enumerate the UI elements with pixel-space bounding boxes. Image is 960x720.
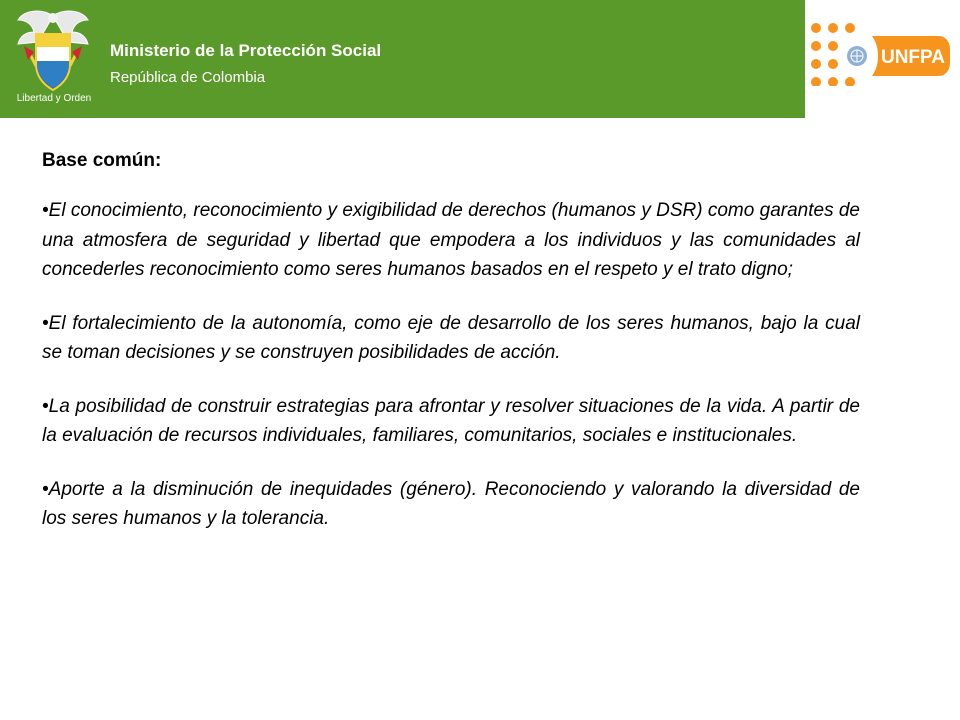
bullet-paragraph: •El conocimiento, reconocimiento y exigibilidad de derechos (humanos y DSR) como garantes de una atmosfera de seguridad y libertad que empodera a los individuos y las comunidades al concederles reconocimiento como seres humanos basados en el respeto y el trato digno; [42, 200, 860, 280]
ministry-title: Ministerio de la Protección Social [110, 41, 382, 60]
bullet-paragraph: •El fortalecimiento de la autonomía, como eje de desarrollo de los seres humanos, bajo la cual se toman decisiones y se construyen posibilidades de acción. [42, 312, 860, 363]
crest-motto: Libertad y Orden [16, 93, 92, 104]
content-body [42, 150, 860, 558]
content-title: Base común: [42, 150, 162, 171]
bullet-paragraph: •La posibilidad de construir estrategias para afrontar y resolver situaciones de la vida. A partir de la evaluación de recursos individuales, familiares, comunitarios, sociales e institucionales. [42, 395, 860, 446]
header-band [0, 0, 805, 118]
un-emblem-icon [847, 46, 867, 66]
bullet-paragraph: •Aporte a la disminución de inequidades (género). Reconociendo y valorando la diversidad de los seres humanos y la tolerancia. [42, 478, 860, 529]
ministry-subtitle: República de Colombia [110, 69, 266, 86]
unfpa-logo [800, 16, 950, 86]
unfpa-logo-text: UNFPA [880, 47, 946, 68]
